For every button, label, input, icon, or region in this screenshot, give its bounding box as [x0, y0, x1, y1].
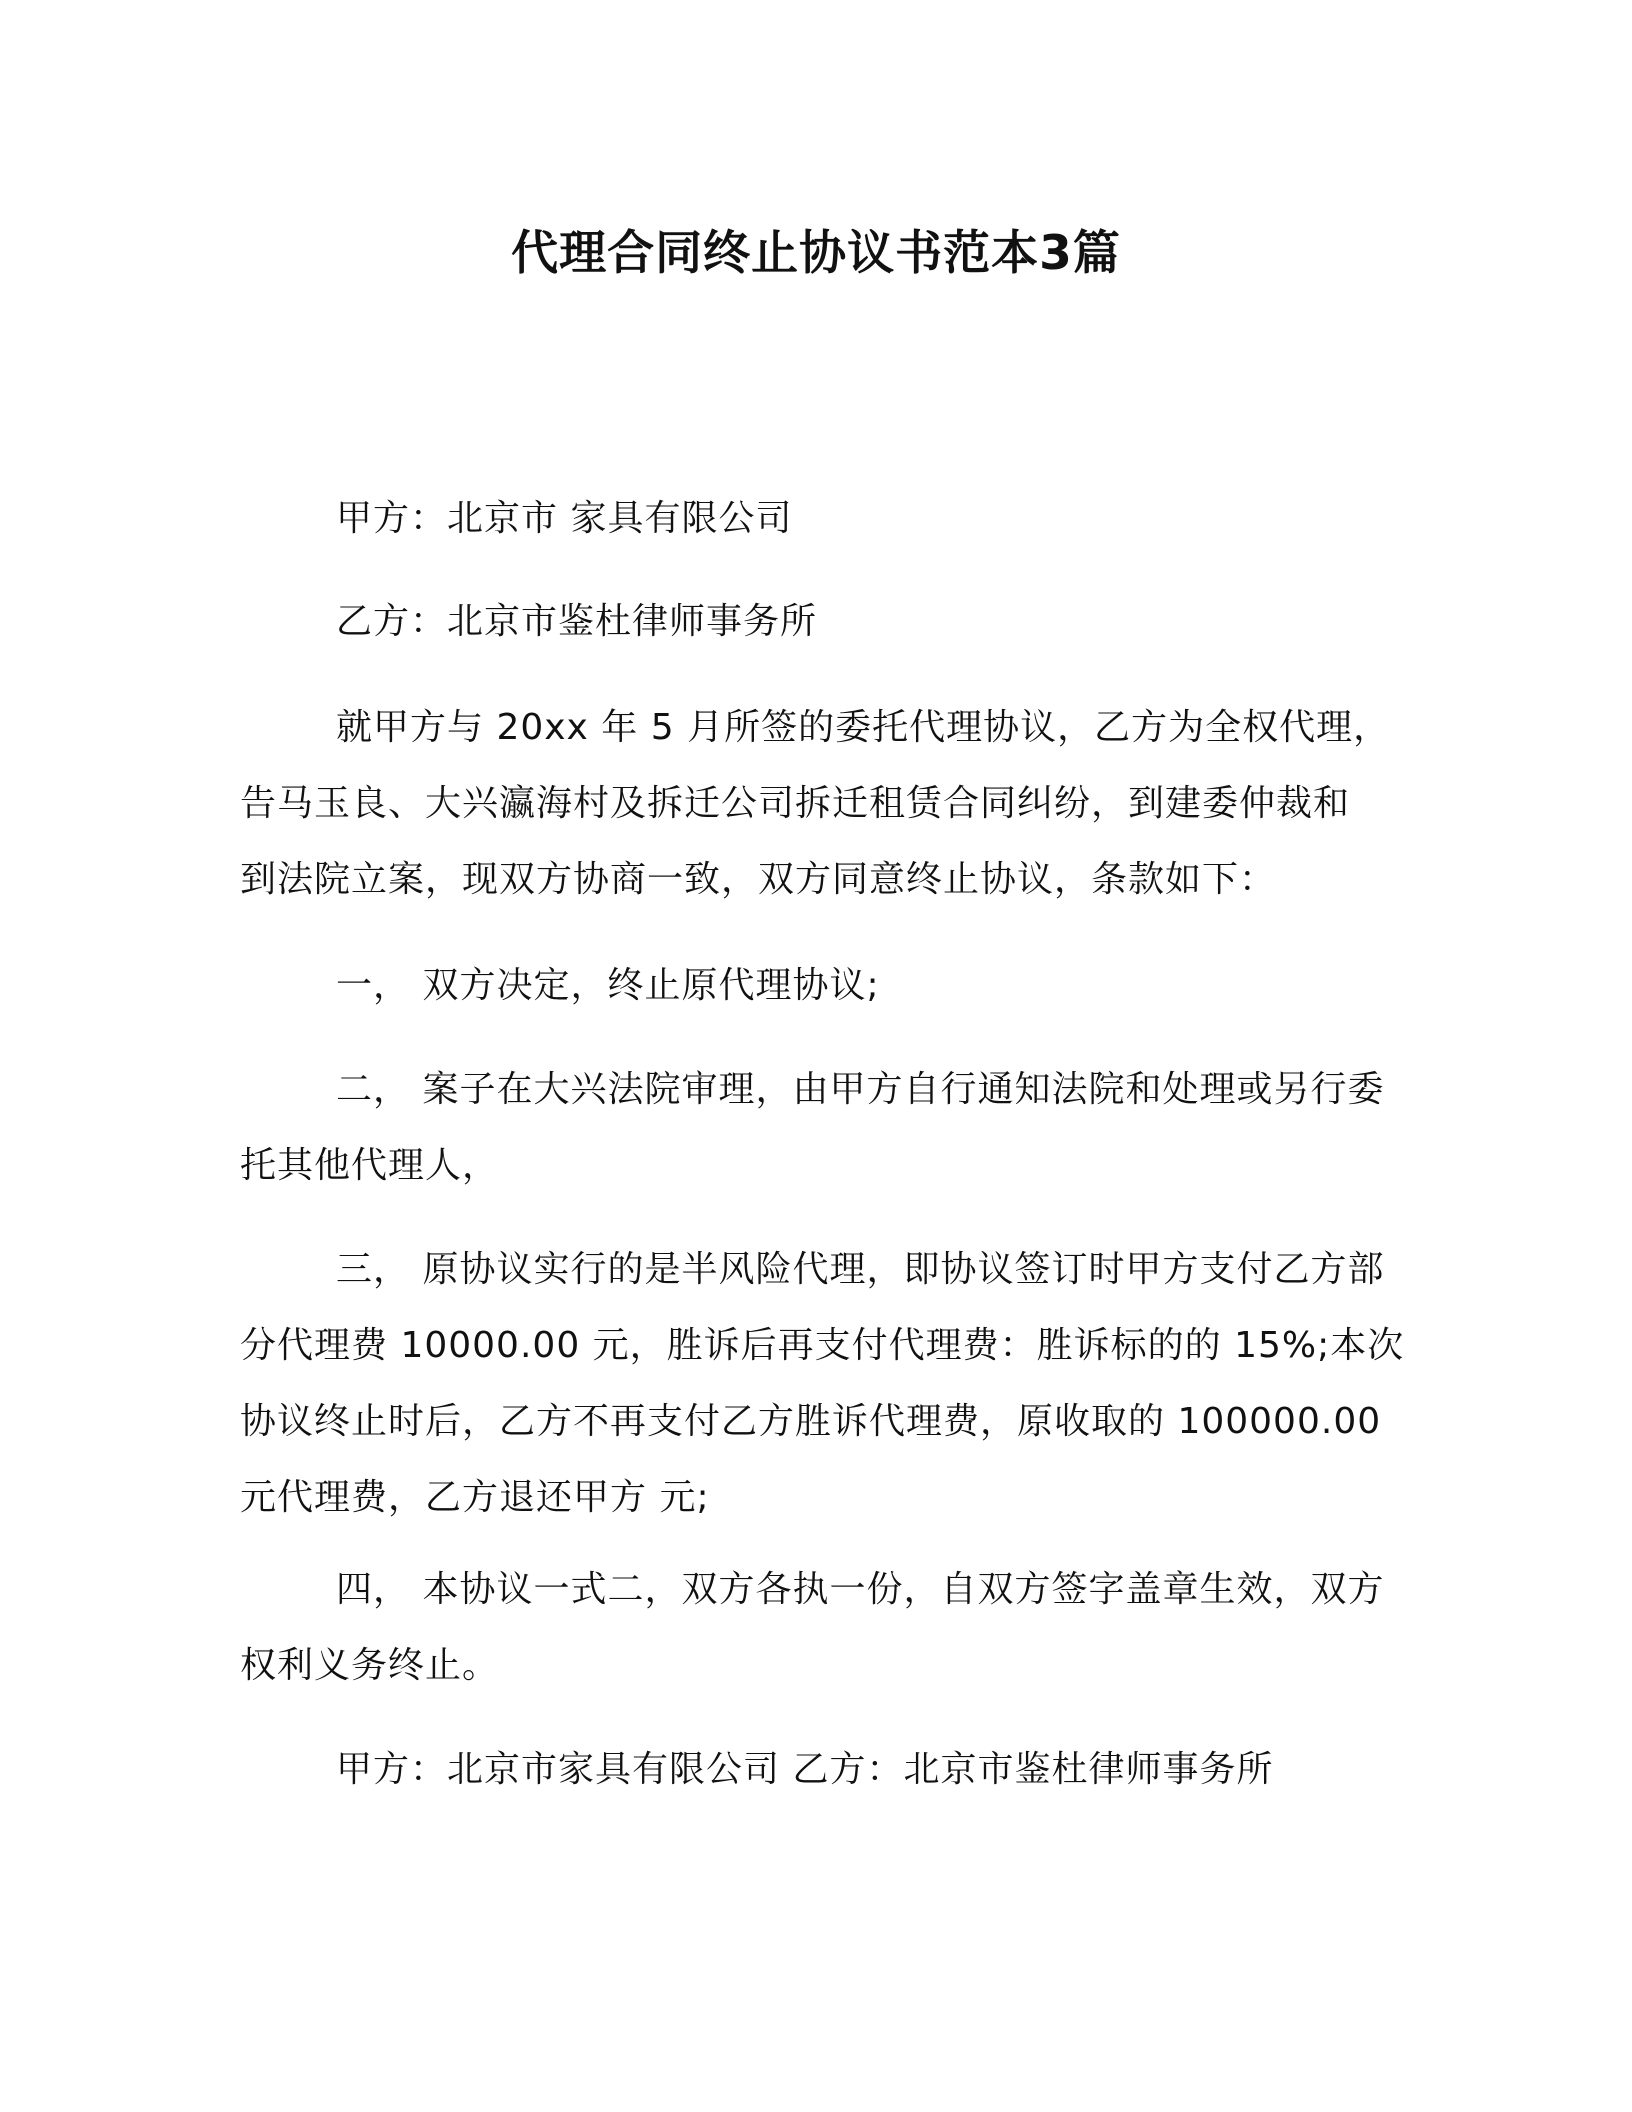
clause-3-line-2: 分代理费 10000.00 元，胜诉后再支付代理费：胜诉标的的 15%;本次 — [240, 1325, 1405, 1366]
intro-paragraph — [240, 690, 1390, 918]
clause-1-paragraph — [240, 948, 1390, 1024]
intro-line-3: 到法院立案，现双方协商一致，双方同意终止协议，条款如下： — [240, 859, 1277, 900]
signature-line: 甲方：北京市家具有限公司 乙方：北京市鉴杜律师事务所 — [336, 1749, 1274, 1790]
clause-3-line-1: 三， 原协议实行的是半风险代理，即协议签订时甲方支付乙方部 — [336, 1249, 1385, 1290]
clause-2-line-1: 二， 案子在大兴法院审理，由甲方自行通知法院和处理或另行委 — [336, 1069, 1385, 1110]
clause-4-line-1: 四， 本协议一式二，双方各执一份，自双方签字盖章生效，双方 — [336, 1569, 1385, 1610]
party-b-text: 乙方：北京市鉴杜律师事务所 — [336, 601, 818, 642]
signature-paragraph — [240, 1732, 1390, 1808]
party-a-line — [240, 481, 1390, 557]
party-b-line — [240, 584, 1390, 660]
clause-2-paragraph — [240, 1052, 1390, 1204]
party-a-text: 甲方：北京市 家具有限公司 — [336, 498, 793, 539]
document-title: 代理合同终止协议书范本3篇 — [511, 226, 1121, 281]
clause-4-paragraph — [240, 1552, 1390, 1704]
clause-3-line-4: 元代理费，乙方退还甲方 元; — [240, 1477, 710, 1518]
clause-3-line-3: 协议终止时后，乙方不再支付乙方胜诉代理费，原收取的 100000.00 — [240, 1401, 1382, 1442]
intro-line-1: 就甲方与 20xx 年 5 月所签的委托代理协议，乙方为全权代理， — [336, 707, 1391, 748]
clause-1-line-1: 一， 双方决定，终止原代理协议; — [336, 965, 880, 1006]
clause-3-paragraph — [240, 1232, 1405, 1536]
intro-line-2: 告马玉良、大兴瀛海村及拆迁公司拆迁租赁合同纠纷，到建委仲裁和 — [240, 783, 1351, 824]
clause-4-line-2: 权利义务终止。 — [240, 1645, 500, 1686]
clause-2-line-2: 托其他代理人， — [240, 1145, 500, 1186]
